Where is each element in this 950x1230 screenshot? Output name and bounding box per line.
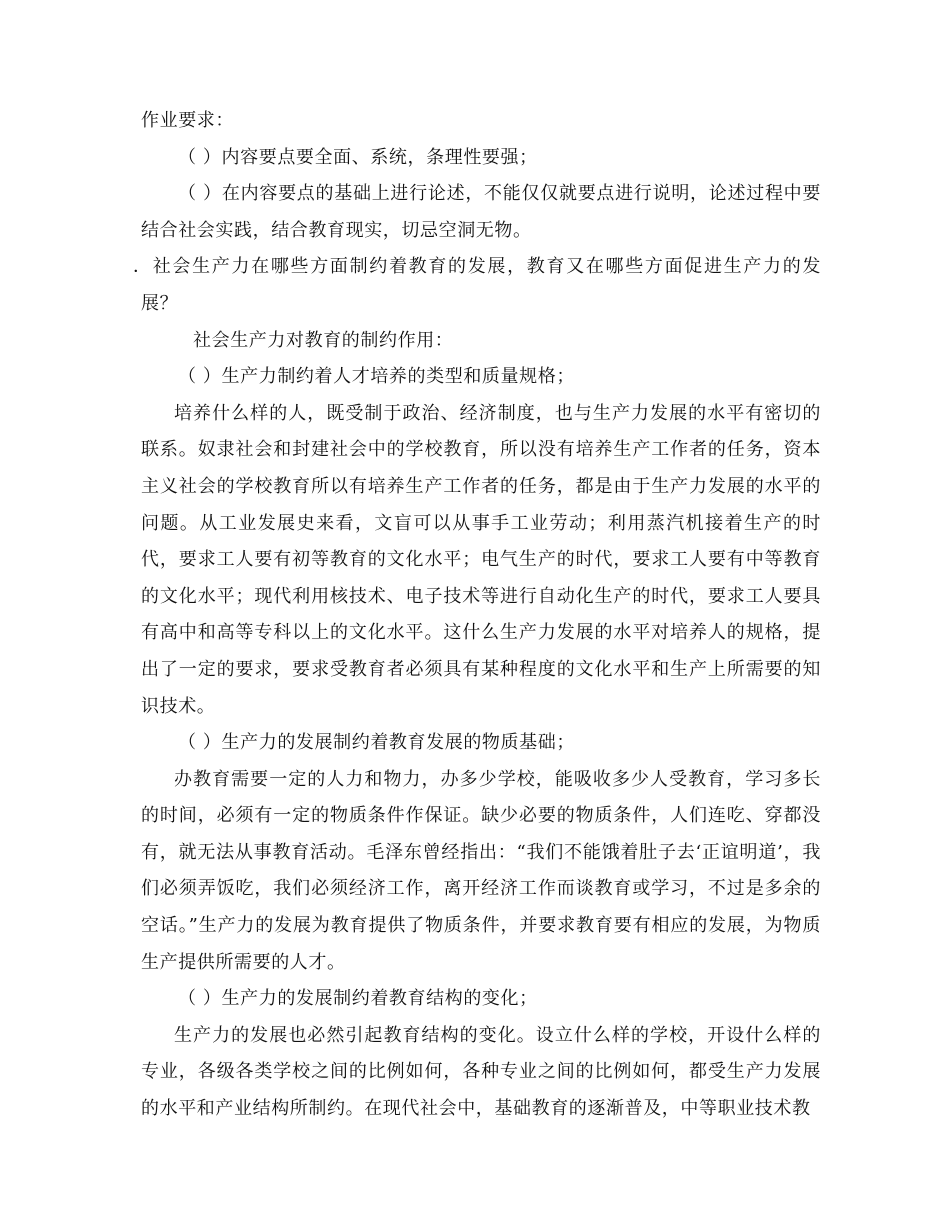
point-heading: （ ）生产力的发展制约着教育发展的物质基础； [178, 732, 575, 754]
body-paragraph: 生产力的发展也必然引起教育结构的变化。设立什么样的学校，开设什么样的专业，各级各类学校之间的比例如何，各种专业之间的比例如何，都受生产力发展的水平和产业结构所制约。在现代社会中，基础教育的逐渐普及，中等职业技术教 [141, 1024, 821, 1120]
requirement-item: （ ）在内容要点的基础上进行论述，不能仅仅就要点进行说明，论述过程中要结合社会实践，结合教育现实，切忌空洞无物。 [141, 183, 821, 241]
body-paragraph: 培养什么样的人，既受制于政治、经济制度，也与生产力发展的水平有密切的联系。奴隶社会和封建社会中的学校教育，所以没有培养生产工作者的任务，资本主义社会的学校教育所以有培养生产工作者的任务，都是由于生产力发展的水平的问题。从工业发展史来看，文盲可以从事手工业劳动；利用蒸汽机接着生产的时代，要求工人要有初等教育的文化水平；电气生产的时代，要求工人要有中等教育的文化水平；现代利用核技术、电子技术等进行自动化生产的时代，要求工人要具有高中和高等专科以上的文化水平。这什么生产力发展的水平对培养人的规格，提出了一定的要求，要求受教育者必须具有某种程度的文化水平和生产上所需要的知识技术。 [141, 402, 821, 717]
requirement-item: （ ）内容要点要全面、系统，条理性要强； [178, 146, 538, 168]
question-text: ．社会生产力在哪些方面制约着教育的发展，教育又在哪些方面促进生产力的发展？ [133, 256, 821, 314]
section-title: 社会生产力对教育的制约作用： [193, 329, 454, 351]
document-body [133, 103, 821, 1128]
point-heading: （ ）生产力制约着人才培养的类型和质量规格； [178, 366, 575, 388]
requirements-heading: 作业要求： [141, 110, 234, 131]
body-paragraph: 办教育需要一定的人力和物力，办多少学校，能吸收多少人受教育，学习多长的时间，必须有一定的物质条件作保证。缺少必要的物质条件，人们连吃、穿都没有，就无法从事教育活动。毛泽东曾经指出：“我们不能饿着肚子去‘正谊明道’，我们必须弄饭吃，我们必须经济工作，离开经济工作而谈教育或学习，不过是多余的空话。”生产力的发展为教育提供了物质条件，并要求教育要有相应的发展，为物质生产提供所需要的人才。 [141, 768, 821, 973]
point-heading: （ ）生产力的发展制约着教育结构的变化； [178, 988, 538, 1010]
